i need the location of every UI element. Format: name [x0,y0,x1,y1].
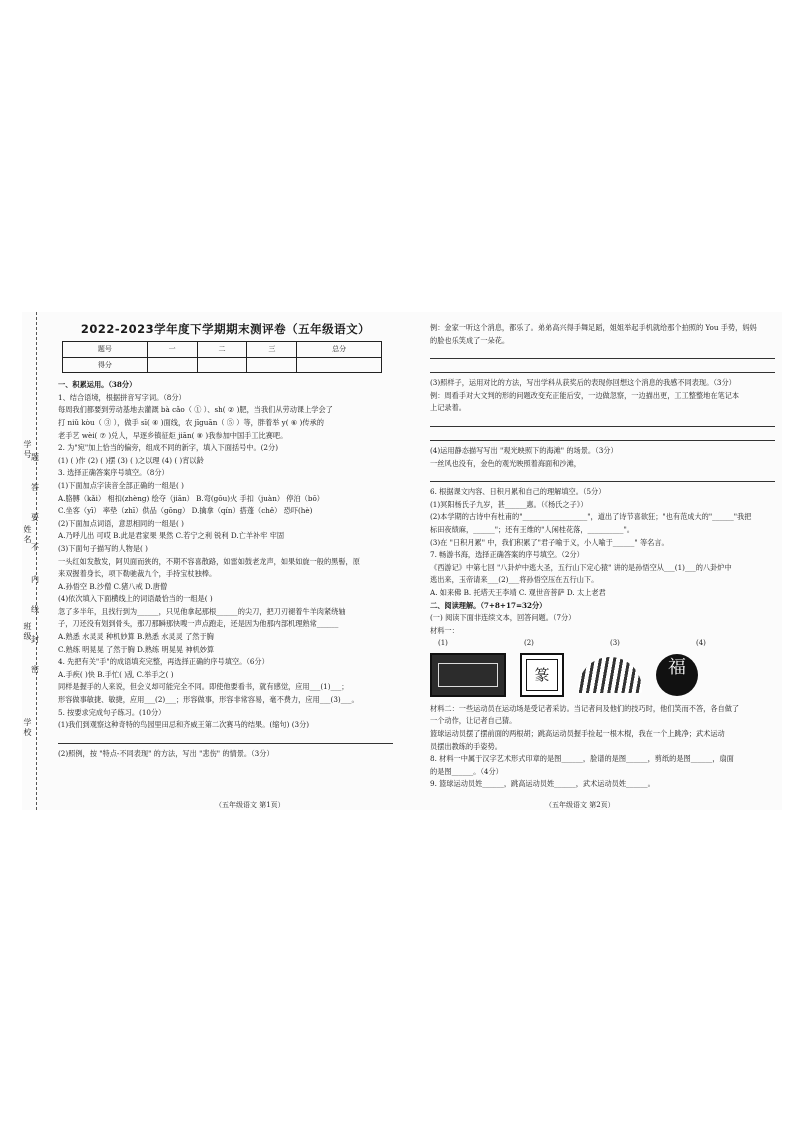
seal-char: 封 [31,635,39,644]
answer-option: A.熟悉 水灵灵 种机妙算 B.熟悉 水灵灵 了然于胸 [58,632,214,642]
page-1-column [58,322,393,760]
exam-title: 2022-2023学年度下学期期末测评卷（五年级语文） [80,322,371,336]
seal-square-image: 篆 [520,653,564,697]
seal-char: 题 [31,453,39,462]
score-header-cell: 三 [247,342,297,358]
answer-line[interactable] [430,431,775,441]
answer-option: A.孙悟空 B.沙僧 C.猪八戒 D.唐僧 [58,581,168,591]
question-text: 打 niǔ kòu（ ③ ），做手 sī( ④ )面线，农 jīguān（ ⑤ ）等，胖着举 y( ⑥ )传承的 [58,417,324,427]
question-text: 2. 为"宛"加上恰当的偏旁，组成不同的新字，填入下面括号中。(2分) [58,443,279,453]
question-text: 5. 按要求完成句子练习。(10分） [58,707,166,717]
material-figures [430,653,775,697]
question-text: (1)下面加点字读音全部正确的一组是( ) [58,480,184,490]
passage-text: 同样是握手的人来说，但会义却可能完全不同。即使他要看书，就有感觉，应用___(1)___； [58,682,349,692]
question-text: (1)冥阳杨氏子九岁，甚______惠。（《杨氏之子》） [430,499,588,509]
question-text: 4. 先把有关"手"的成语填充完整，再选择正确的序号填空。（6分） [58,657,269,667]
score-header-row [63,342,382,358]
passage-text: 材料二：一些运动员在运动场是受记者采访。当记者问及他们的技巧时，他们笑而不答，各自做了 [430,703,740,713]
page-2-column [430,322,775,791]
passage-text: 逃出来，玉帝请来___(2)___将孙悟空压在五行山下。 [430,575,599,585]
seal-char: 不 [31,543,39,552]
score-header-cell: 总分 [297,342,382,358]
passage-text: 《西游记》中第七回 "八卦炉中逃大圣，五行山下定心猿" 讲的是孙悟空从___(1)___的八卦炉中 [430,562,732,572]
answer-option: C.熟练 明晃晃 了然于胸 D.熟练 明晃晃 神机妙算 [58,644,215,654]
score-table [62,341,382,373]
seal-char: 答 [31,483,39,492]
passage-text: 一头红如发散发，阿贝面而狭的，不期不容喜散路，如雷如鼓老龙声，如果如旋一般的黑髻，原 [58,556,360,566]
example-text: 一丝风也没有，金色的观光映照着海面和沙滩， [430,458,581,468]
answer-option: A.手疾( )快 B.手忙( )乱 C.举手之( ) [58,669,174,679]
question-text: 7. 畅游书海，选择正确答案的序号填空。（2分） [430,550,584,560]
question-text: (1) ( )作 (2) ( )摆 (3) ( )之以理 (4) ( )宵以龄 [58,455,204,465]
example-text: 例：周看手对大文判的形的问题改变充正能后安，一边做忽察，一边描出更，工工整整地在笔记本 [430,390,740,400]
answer-line[interactable] [430,349,775,359]
score-header-cell: 二 [197,342,247,358]
question-text: 老手艺 wèi( ⑦ )兑人，早逐乡镇征炬 jiān( ⑧ )我参加中国手工比赛吧。 [58,430,288,440]
score-cell: 得分 [63,357,148,373]
score-cell[interactable] [147,357,197,373]
page-footer-left: （五年级语文 第1页） [215,801,285,809]
passage-text: 一个动作，让记者自己猜。 [430,716,517,726]
question-text: 1、结合语境，根据拼音写字词。（8分） [58,392,186,402]
figure-label: (2) [524,639,534,648]
question-text: 标田夜绩麻，______"；还有王维的"人闲桂花落，__________"。 [430,524,634,534]
question-text: 8. 材料一中属于汉字艺术形式印章的是图______，脸谱的是图______，剪纸的是图______，扇面 [430,754,734,764]
figure-label: (4) [696,639,706,648]
question-text: (2)下面加点词语，意思相同的一组是( ) [58,518,184,528]
margin-label-class: 班级 [23,622,32,642]
question-text: 的是图______。（4分） [430,766,503,776]
section-heading: 二、阅读理解。（7+8+17=32分） [430,600,547,610]
margin-label-school: 学校 [23,718,32,738]
answer-line[interactable] [430,417,775,427]
seal-char: 内 [31,575,39,584]
example-text: 例：金家一听这个消息，都乐了。弟弟高兴得手舞足蹈，姐姐举起手机就给那个拍照的 You 手势，妈妈 [430,323,757,332]
question-text: (2)本学期的古诗中有杜甫的"__________________"，道出了诗节喜欲狂；"也有范成大的"______"我把 [430,512,752,522]
question-text: (4)依次填入下面横线上的词语最恰当的一组是( ) [58,594,213,604]
seal-char: 密 [31,665,39,674]
passage-text: 子，刀还没有划到骨头，那刀那瞬那快嗖一声点跑走，还是因为他那内部机理熟常______ [58,619,339,629]
score-cell[interactable] [247,357,297,373]
score-cell[interactable] [197,357,247,373]
margin-label-name: 姓名 [23,525,32,545]
papercut-image: 福 [656,654,698,696]
answer-option: A.胳膊（kǎi） 相扣(zhèng) 绘夺（jiān） B.弯(gōu)火 手扣（juàn） 停泊（bō） [58,493,324,503]
example-text: 上记录着。 [430,403,466,413]
figure-label: (1) [438,639,448,648]
margin-label-student-id: 学号 [23,440,32,460]
passage-text: 形容做事敏捷、敏捷，应用___(2)___；形容做事，形容非常容易，毫不费力，应用___(3)___。 [58,695,359,705]
answer-line[interactable] [430,472,775,482]
question-text: (1)我们到观察这种奇特的鸟园里田忌和齐威王第二次赛马的结果。(缩句) (3分) [58,720,310,730]
score-header-cell: 一 [147,342,197,358]
answer-option: A. 如来佛 B. 托塔天王李靖 C. 观世音菩萨 D. 太上老君 [430,587,606,597]
section-heading: 一、积累运用。（38分） [58,380,137,390]
page-footer-right: （五年级语文 第2页） [545,801,615,809]
score-value-row [63,357,382,373]
passage-text: 员摆出教练的手姿势。 [430,741,502,751]
material-figure-labels [438,637,775,650]
seal-char: 线 [31,605,39,614]
answer-option: C.坐客（yī） 率垫（zhī）供品（gōng） D.擒拿（qín）搭蓬（chě） 恐吓(hè) [58,506,313,516]
figure-label: (3) [610,639,620,648]
seal-rectangle-image [430,653,506,697]
passage-text: 篮球运动员摆了摆前面的两根胡；跳高运动员握手捡起一根木棍，我在一个上跳净；武术运动 [430,729,725,739]
answer-line[interactable] [430,363,775,373]
question-text: 9. 篮球运动员姓______，跳高运动员姓______，武术运动员姓______。 [430,779,655,789]
material-label: 材料一： [430,625,459,635]
answer-option: A.乃呼儿出 可哎 B.此是君家果 果然 C.若宁之利 锐利 D.亡羊补牢 牢固 [58,531,285,541]
question-text: (3)照样子，运用对比的方法，写出学科从获奖后的表现你回想这个消息的我感不同表现。（3分） [430,378,736,388]
question-text: 3. 选择正确答案序号填空。（8分） [58,468,169,478]
passage-text: 来双握着身长，项下勒驰裁九个，手持宝杖独棒。 [58,569,217,579]
question-text: (2)照例，按 "特点-不同表现" 的方法，写出 "悲伤" 的情景。（3分） [58,748,274,758]
question-text: 6. 根据课文内容、日积月累和自己的理解填空。（5分） [430,487,606,497]
passage-text: 忽了多半年，且找行到为______，只见他拿起那根______的尖刀，把刀刃褪着牛羊肉紧绕轴 [58,606,346,616]
question-text: (3)在 "日积月累" 中，我们积累了"君子喻于义，小人喻于______" 等名言。 [430,537,669,547]
seal-line [36,312,37,810]
fan-image [578,657,642,693]
question-text: (3)下面句子描写的人物是( ) [58,543,148,553]
question-text: (一) 阅读下面非连续文本，回答问题。（7分） [430,613,576,623]
example-text: 的脸也乐笑成了一朵花。 [430,335,510,345]
score-header-cell: 题号 [63,342,148,358]
answer-line[interactable] [58,734,393,744]
question-text: 每周我们都要到劳动基地去灌溉 bà cǎo（ ① ）、sh( ② )肥，当我们从劳动课上学会了 [58,405,333,415]
score-cell[interactable] [297,357,382,373]
seal-char: 要 [31,513,39,522]
question-text: (4)运用静态描写写出 "观光映照下的海滩" 的场景。（3分） [430,445,618,455]
